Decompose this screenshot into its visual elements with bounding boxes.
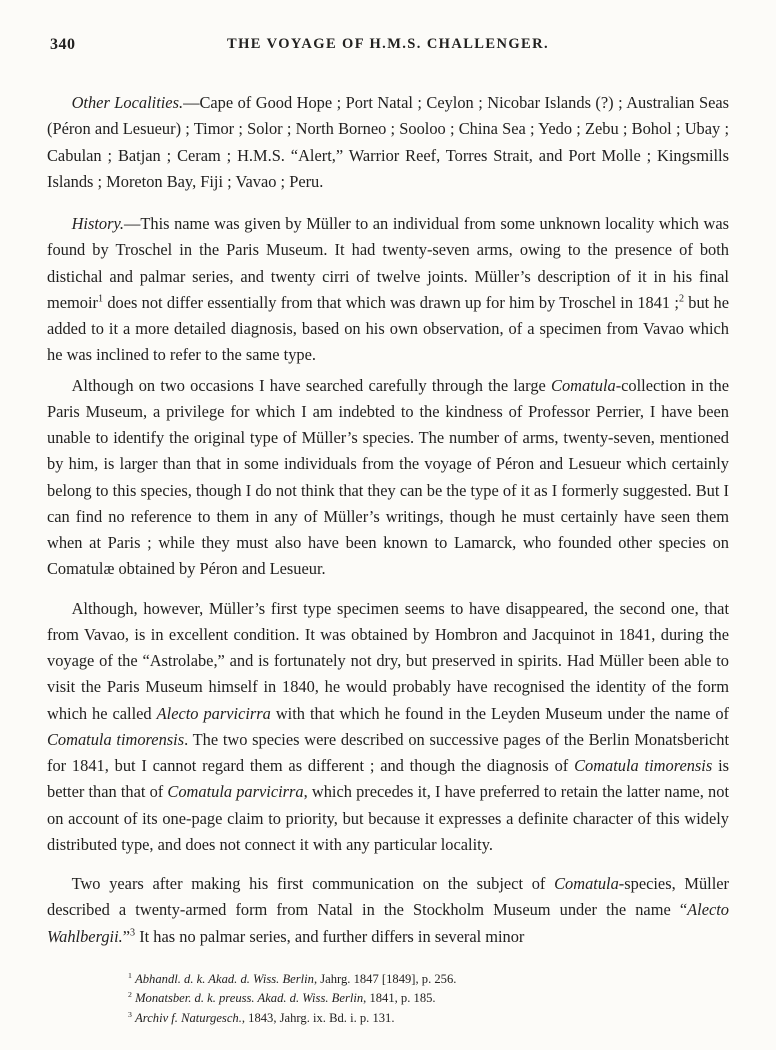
footnote-3: $^3$ Archiv f. Naturgesch., 1843, Jahrg. ix. Bd. i. p. 131. <box>128 1009 395 1025</box>
paragraph-paris-search: Although on two occasions I have searched carefully through the large Comatula-collection in the Paris Museum, a privilege for which I am indebted to the kindness of Professor Perrier, I have been unable to identify the original type of Müller’s species. The number of arms, twenty-seven, mentioned by him, is larger than that in some individuals from the voyage of Péron and Lesueur which certainly belong to this species, though I do not think that they can be the type of it as I formerly suggested. But I can find no reference to them in any of Müller’s writings, though he must certainly have seen them when at Paris ; while they must also have been known to Lamarck, who founded other species on Comatulæ obtained by Péron and Lesueur. <box>47 375 729 579</box>
paragraph-vavao-specimen: Although, however, Müller’s first type specimen seems to have disappeared, the second one, that from Vavao, is in excellent condition. It was obtained by Hombron and Jacquinot in 1841, during the voyage of the “Astrolabe,” and is fortunately not dry, but preserved in spirits. Had Müller been able to visit the Paris Museum himself in 1840, he would probably have recognised the identity of the form which he called Alecto parvicirra with that which he found in the Leyden Museum under the name of Comatula timorensis. The two species were described on successive pages of the Berlin Monatsbericht for 1841, but I cannot regard them as different ; and though the diagnosis of Comatula timorensis is better than that of Comatula parvicirra, which precedes it, I have preferred to retain the latter name, not on account of its one-page claim to priority, but because it expresses a definite character of this widely distributed type, and does not connect it with any particular locality. <box>47 598 730 854</box>
footnotes-section <box>128 970 729 1029</box>
page-header <box>0 36 776 66</box>
footnote-2: $^2$ Monatsber. d. k. preuss. Akad. d. Wiss. Berlin, 1841, p. 185. <box>128 990 436 1006</box>
footnote-1: $^1$ Abhandl. d. k. Akad. d. Wiss. Berlin, Jahrg. 1847 [1849], p. 256. <box>128 970 457 986</box>
page-number: 340 <box>50 36 76 53</box>
paragraph-history: History.—This name was given by Müller to an individual from some unknown locality which was found by Troschel in the Paris Museum. It had twenty-seven arms, owing to the presence of both distichal and palmar series, and twenty cirri of twelve joints. Müller’s description of it in his final memoir$^1$ does not differ essentially from that which was drawn up for him by Troschel in 1841 ;$^2$ but he added to it a more detailed diagnosis, based on his own observation, of a specimen from Vavao which he was inclined to refer to the same type. <box>47 214 729 365</box>
paragraph-other-localities: Other Localities.—Cape of Good Hope ; Port Natal ; Ceylon ; Nicobar Islands (?) ; Australian Seas (Péron and Lesueur) ; Timor ; Solor ; North Borneo ; Sooloo ; China Sea ; Yedo ; Zebu ; Bohol ; Ubay ; Cabulan ; Batjan ; Ceram ; H.M.S. “Alert,” Warrior Reef, Torres Strait, and Port Molle ; Kingsmills Islands ; Moreton Bay, Fiji ; Vavao ; Peru. <box>47 93 729 191</box>
page-body <box>47 90 729 950</box>
running-title: THE VOYAGE OF H.M.S. CHALLENGER. <box>227 36 549 52</box>
paragraph-alecto-wahlbergii: Two years after making his first communication on the subject of Comatula-species, Müller described a twenty-armed form from Natal in the Stockholm Museum under the name “Alecto Wahlbergii.”$^3$ It has no palmar series, and further differs in several minor <box>47 874 729 946</box>
